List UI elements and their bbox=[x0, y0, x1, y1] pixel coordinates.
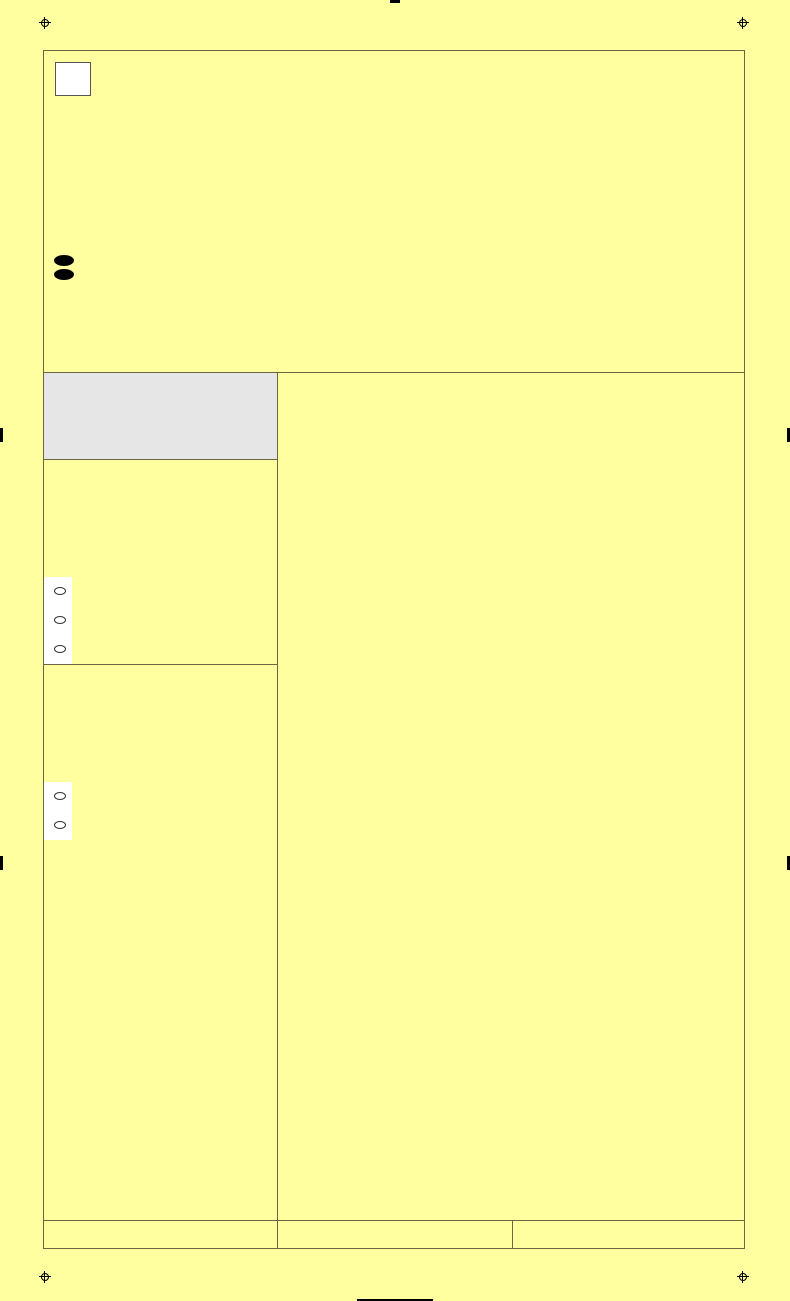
footer-district-code bbox=[44, 1221, 277, 1249]
candidate-gina-l-hunter[interactable] bbox=[44, 782, 277, 811]
race-place-3-header bbox=[44, 478, 277, 489]
race-place-4-header bbox=[44, 684, 277, 695]
footer-ballot-code bbox=[513, 1221, 745, 1249]
registration-crosshair-icon bbox=[39, 17, 51, 29]
district-header bbox=[44, 373, 277, 459]
vote-oval[interactable] bbox=[54, 587, 66, 595]
vote-oval[interactable] bbox=[54, 616, 66, 624]
registration-crosshair-icon bbox=[737, 17, 749, 29]
instruction-line-1 bbox=[52, 254, 752, 268]
vote-oval[interactable] bbox=[54, 821, 66, 829]
review-checkbox[interactable] bbox=[55, 62, 91, 96]
vote-oval[interactable] bbox=[54, 645, 66, 653]
filled-oval-icon bbox=[54, 269, 74, 280]
edge-tick bbox=[0, 428, 3, 442]
candidate-jana-normandin[interactable] bbox=[44, 811, 277, 840]
district-divider bbox=[44, 459, 277, 460]
edge-tick bbox=[0, 856, 3, 870]
column-divider bbox=[277, 372, 278, 1249]
candidate-randy-skiles[interactable] bbox=[44, 606, 277, 635]
registration-crosshair-icon bbox=[737, 1271, 749, 1283]
footer-middle bbox=[278, 1221, 512, 1249]
edge-tick bbox=[390, 0, 400, 3]
race-divider bbox=[44, 664, 277, 665]
instruction-note bbox=[52, 254, 752, 282]
vote-oval[interactable] bbox=[54, 792, 66, 800]
filled-oval-icon bbox=[54, 255, 74, 266]
candidate-robert-risko[interactable] bbox=[44, 577, 277, 606]
instruction-line-3 bbox=[52, 268, 752, 282]
candidate-alicea-elliott[interactable] bbox=[44, 635, 277, 664]
registration-crosshair-icon bbox=[39, 1271, 51, 1283]
